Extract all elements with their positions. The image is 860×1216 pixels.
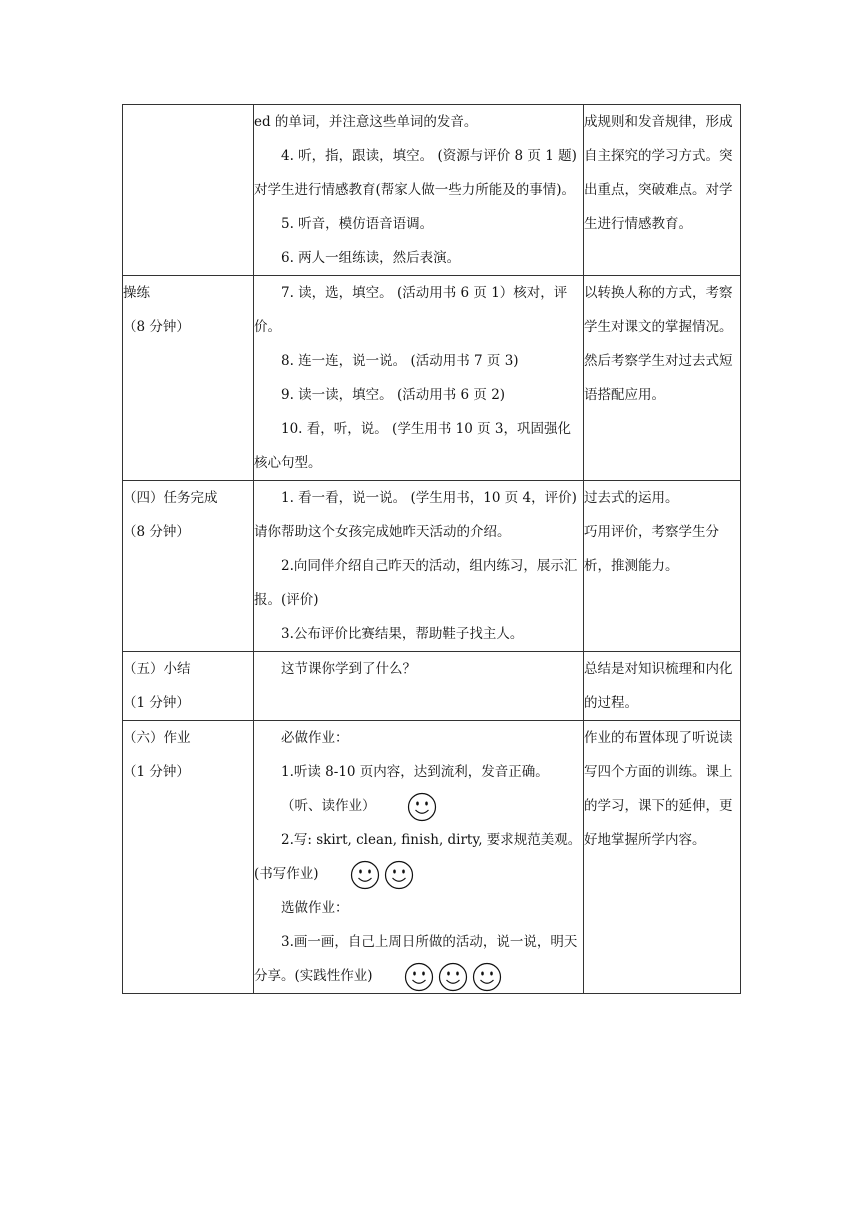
stage-title: 操练	[123, 285, 150, 301]
activity-item: 4. 听，指，跟读，填空。 (资源与评价 8 页 1 题)对学生进行情感教育(帮家人做一些力所能及的事情)。	[254, 148, 577, 198]
note-text: 总结是对知识梳理和内化的过程。	[584, 661, 733, 711]
activity-item: 5. 听音，模仿语音语调。	[281, 216, 434, 232]
homework-item-1-tag: （听、读作业）	[281, 798, 376, 814]
homework-item-3-tag: (实践性作业)	[294, 968, 373, 984]
homework-item-1-line	[254, 789, 583, 823]
homework-item-2-text: 2.写: skirt, clean, finish, dirty, 要求规范美观。	[281, 832, 582, 848]
stage-cell-homework	[123, 721, 254, 994]
note-cell-homework	[584, 721, 741, 994]
activity-item: 8. 连一连，说一说。 (活动用书 7 页 3)	[281, 353, 519, 369]
stage-duration: （8 分钟）	[123, 319, 190, 335]
note-cell	[584, 276, 741, 481]
activity-cell	[254, 105, 584, 276]
activity-cell	[254, 652, 584, 721]
homework-item-2-tag: (书写作业)	[254, 866, 319, 882]
stage-duration: （8 分钟）	[123, 524, 190, 540]
stage-cell	[123, 276, 254, 481]
table-row	[123, 276, 741, 481]
required-homework-title: 必做作业：	[281, 730, 349, 746]
table-row	[123, 481, 741, 652]
activity-item: 10. 看，听，说。 (学生用书 10 页 3，巩固强化核心句型。	[254, 421, 571, 471]
activity-cell	[254, 276, 584, 481]
stage-cell	[123, 105, 254, 276]
activity-cell	[254, 481, 584, 652]
note-cell	[584, 481, 741, 652]
activity-item: 3.公布评价比赛结果，帮助鞋子找主人。	[281, 626, 524, 642]
homework-item-2	[254, 823, 583, 891]
note-text: 巧用评价，考察学生分析，推测能力。	[584, 524, 719, 574]
homework-item-3	[254, 925, 583, 993]
activity-item: 7. 读，选，填空。 (活动用书 6 页 1）核对，评价。	[254, 285, 568, 335]
stage-title: （四）任务完成	[123, 490, 218, 506]
note-text: 以转换人称的方式，考察学生对课文的掌握情况。然后考察学生对过去式短语搭配应用。	[584, 285, 733, 403]
smiley-face-icon	[323, 860, 353, 890]
optional-homework-title: 选做作业：	[281, 900, 349, 916]
smiley-face-icon	[357, 860, 387, 890]
smiley-face-icon	[380, 792, 410, 822]
table-row	[123, 105, 741, 276]
smiley-face-icon	[445, 962, 475, 992]
homework-item-1: 1.听读 8-10 页内容，达到流利，发音正确。	[281, 764, 549, 780]
activity-item: 6. 两人一组练读，然后表演。	[281, 250, 461, 266]
stage-cell	[123, 652, 254, 721]
activity-item: 1. 看一看，说一说。 (学生用书，10 页 4，评价)请你帮助这个女孩完成她昨天活动的介绍。	[254, 490, 577, 540]
activity-item: 这节课你学到了什么？	[281, 661, 416, 677]
stage-duration: （1 分钟）	[123, 695, 190, 711]
note-text: 成规则和发音规律，形成自主探究的学习方式。突出重点，突破难点。对学生进行情感教育。	[584, 114, 733, 232]
note-text: 过去式的运用。	[584, 490, 679, 506]
smiley-face-icon	[377, 962, 407, 992]
smiley-face-icon	[411, 962, 441, 992]
activity-item: 2.向同伴介绍自己昨天的活动，组内练习，展示汇报。(评价)	[254, 558, 578, 608]
activity-cell-homework	[254, 721, 584, 994]
note-cell	[584, 652, 741, 721]
homework-item-3-text: 3.画一画，自己上周日所做的活动，说一说，明天分享。	[254, 934, 578, 984]
stage-cell	[123, 481, 254, 652]
table-row	[123, 652, 741, 721]
stage-title: （五）小结	[123, 661, 191, 677]
note-cell	[584, 105, 741, 276]
activity-item: ed 的单词，并注意这些单词的发音。	[254, 114, 478, 130]
lesson-plan-body	[123, 105, 741, 994]
stage-duration-homework: （1 分钟）	[123, 764, 190, 780]
activity-item: 9. 读一读，填空。 (活动用书 6 页 2)	[281, 387, 506, 403]
lesson-plan-table	[122, 104, 741, 994]
stage-title-homework: （六）作业	[123, 730, 191, 746]
note-homework: 作业的布置体现了听说读写四个方面的训练。课上的学习，课下的延伸，更好地掌握所学内容。	[584, 730, 733, 848]
table-row-homework	[123, 721, 741, 994]
